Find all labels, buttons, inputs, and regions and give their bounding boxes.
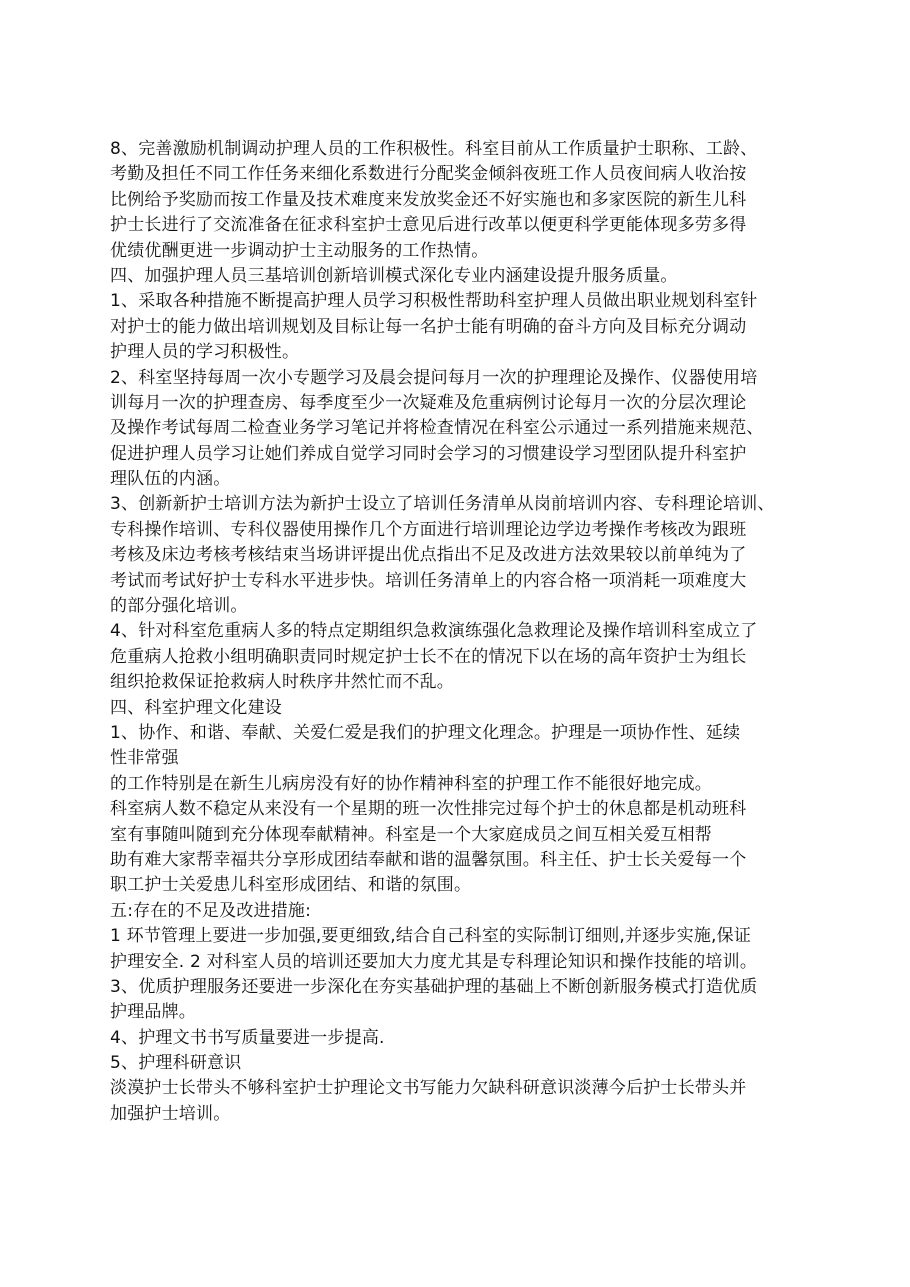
text-line: 专科操作培训、专科仪器使用操作几个方面进行培训理论边学边考操作考核改为跟班 xyxy=(110,519,747,540)
text-line: 职工护士关爱患儿科室形成团结、和谐的氛围。 xyxy=(110,875,472,896)
text-line: 考核及床边考核考核结束当场讲评提出优点指出不足及改进方法效果较以前单纯为了 xyxy=(110,545,747,566)
text-line: 比例给予奖励而按工作量及技术难度来发放奖金还不好实施也和多家医院的新生儿科 xyxy=(110,189,747,210)
text-line: 1、采取各种措施不断提高护理人员学习积极性帮助科室护理人员做出职业规划科室针 xyxy=(110,291,758,312)
text-line: 助有难大家帮幸福共分享形成团结奉献和谐的温馨氛围。科主任、护士长关爱每一个 xyxy=(110,849,747,870)
text-line: 护理安全. 2 对科室人员的培训还要加大力度尤其是专科理论知识和操作技能的培训。 xyxy=(110,951,758,972)
text-line: 3、优质护理服务还要进一步深化在夯实基础护理的基础上不断创新服务模式打造优质 xyxy=(110,976,758,997)
text-line: 对护士的能力做出培训规划及目标让每一名护士能有明确的奋斗方向及目标充分调动 xyxy=(110,316,747,337)
text-line: 4、护理文书书写质量要进一步提高. xyxy=(110,1027,385,1048)
text-line: 室有事随叫随到充分体现奉献精神。科室是一个大家庭成员之间互相关爱互相帮 xyxy=(110,824,712,845)
text-line: 考勤及担任不同工作任务来细化系数进行分配奖金倾斜夜班工作人员夜间病人收治按 xyxy=(110,164,747,185)
text-line: 1、协作、和谐、奉献、关爱仁爱是我们的护理文化理念。护理是一项协作性、延续 xyxy=(110,722,741,743)
text-line: 促进护理人员学习让她们养成自觉学习同时会学习的习惯建设学习型团队提升科室护 xyxy=(110,443,747,464)
text-line: 优绩优酬更进一步调动护士主动服务的工作热情。 xyxy=(110,240,489,261)
text-line: 淡漠护士长带头不够科室护士护理论文书写能力欠缺科研意识淡薄今后护士长带头并 xyxy=(110,1078,747,1099)
text-line: 危重病人抢救小组明确职责同时规定护士长不在的情况下以在场的高年资护士为组长 xyxy=(110,646,747,667)
text-line: 及操作考试每周二检查业务学习笔记并将检查情况在科室公示通过一系列措施来规范、 xyxy=(110,418,764,439)
text-line: 加强护士培训。 xyxy=(110,1103,231,1124)
text-line: 护理人员的学习积极性。 xyxy=(110,342,300,363)
text-line: 5、护理科研意识 xyxy=(110,1053,242,1074)
text-line: 性非常强 xyxy=(110,748,179,769)
text-line: 理队伍的内涵。 xyxy=(110,469,231,490)
text-line: 组织抢救保证抢救病人时秩序井然忙而不乱。 xyxy=(110,672,454,693)
text-line: 的工作特别是在新生儿病房没有好的协作精神科室的护理工作不能很好地完成。 xyxy=(110,773,712,794)
text-line: 四、科室护理文化建设 xyxy=(110,697,282,718)
document-body xyxy=(110,137,810,1127)
text-line: 考试而考试好护士专科水平进步快。培训任务清单上的内容合格一项消耗一项难度大 xyxy=(110,570,747,591)
text-line: 的部分强化培训。 xyxy=(110,596,248,617)
text-line: 1 环节管理上要进一步加强,要更细致,结合自己科室的实际制订细则,并逐步实施,保证 xyxy=(110,926,752,947)
text-line: 四、加强护理人员三基培训创新培训模式深化专业内涵建设提升服务质量。 xyxy=(110,265,678,286)
text-line: 2、科室坚持每周一次小专题学习及晨会提问每月一次的护理理论及操作、仪器使用培 xyxy=(110,367,758,388)
text-line: 五:存在的不足及改进措施: xyxy=(110,900,312,921)
text-line: 护理品牌。 xyxy=(110,1002,196,1023)
text-line: 3、创新新护士培训方法为新护士设立了培训任务清单从岗前培训内容、专科理论培训、 xyxy=(110,494,775,515)
text-line: 4、针对科室危重病人多的特点定期组织急救演练强化急救理论及操作培训科室成立了 xyxy=(110,621,758,642)
text-line: 护士长进行了交流准备在征求科室护士意见后进行改革以便更科学更能体现多劳多得 xyxy=(110,215,747,236)
text-line: 8、完善激励机制调动护理人员的工作积极性。科室目前从工作质量护士职称、工龄、 xyxy=(110,139,758,159)
text-line: 训每月一次的护理查房、每季度至少一次疑难及危重病例讨论每月一次的分层次理论 xyxy=(110,392,747,413)
text-line: 科室病人数不稳定从来没有一个星期的班一次性排完过每个护士的休息都是机动班科 xyxy=(110,799,747,820)
